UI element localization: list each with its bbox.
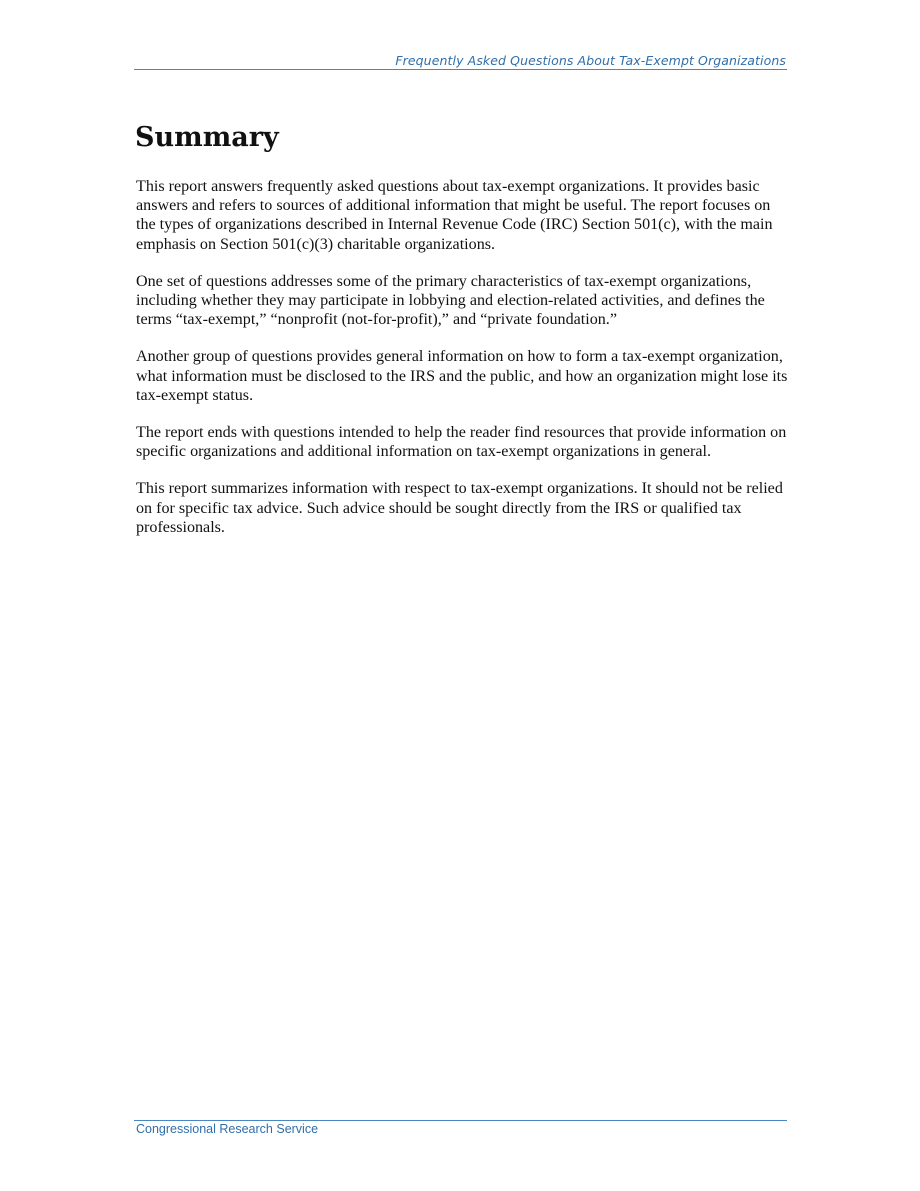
summary-paragraph: This report summarizes information with respect to tax-exempt organizations. It should not be relied on for specific tax advice. Such advice should be sought directly from the IRS or qualified tax professionals. [136, 480, 783, 536]
summary-paragraph: One set of questions addresses some of the primary characteristics of tax-exempt organizations, including whether they may participate in lobbying and election-related activities, and defines the terms “tax-exempt,” “nonprofit (not-for-profit),” and “private foundation.” [136, 272, 765, 329]
page-title: Summary [135, 122, 279, 153]
summary-paragraph: The report ends with questions intended to help the reader find resources that provide information on specific organizations and additional information on tax-exempt organizations in general. [136, 424, 787, 461]
header-divider [134, 69, 787, 70]
running-header: Frequently Asked Questions About Tax-Exempt Organizations [395, 53, 786, 68]
summary-paragraph: This report answers frequently asked questions about tax-exempt organizations. It provides basic answers and refers to sources of additional information that might be useful. The report focuses on the types of organizations described in Internal Revenue Code (IRC) Section 501(c), with the main emphasis on Section 501(c)(3) charitable organizations. [136, 178, 773, 253]
summary-body [136, 177, 788, 555]
summary-paragraph: Another group of questions provides general information on how to form a tax-exempt organization, what information must be disclosed to the IRS and the public, and how an organization might lose its tax-exempt status. [136, 348, 788, 404]
footer-organization: Congressional Research Service [136, 1122, 319, 1136]
footer-divider [134, 1120, 787, 1121]
